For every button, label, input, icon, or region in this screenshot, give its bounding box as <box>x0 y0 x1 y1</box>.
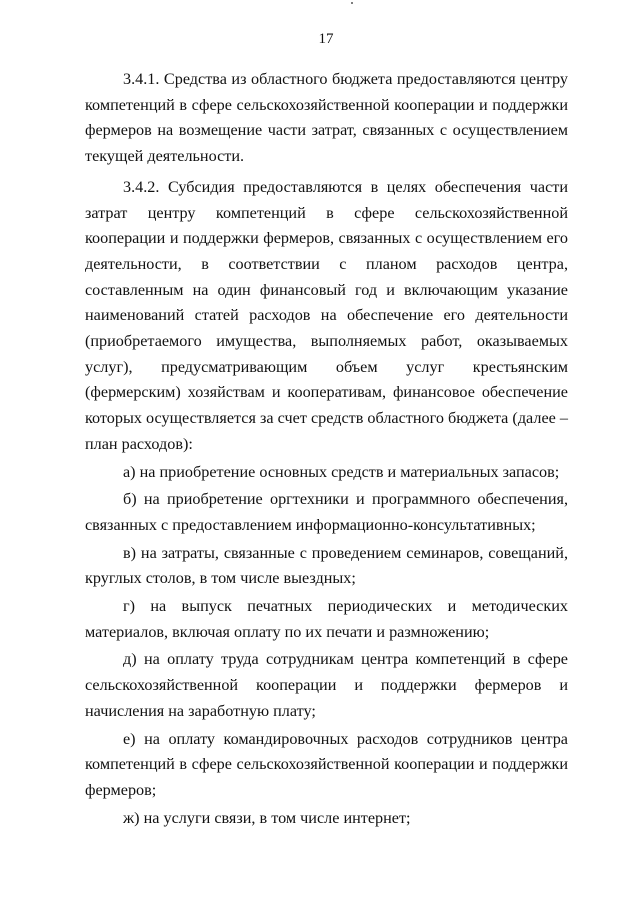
page-number: 17 <box>318 31 334 47</box>
list-item-g: г) на выпуск печатных периодических и методических материалов, включая оплату по их печати и размножению; <box>85 597 568 641</box>
list-item-e: е) на оплату командировочных расходов сотрудников центра компетенций в сфере сельскохозяйственной кооперации и поддержки фермеров; <box>85 729 568 799</box>
list-item-d: д) на оплату труда сотрудникам центра компетенций в сфере сельскохозяйственной кооперации и поддержки фермеров и начисления на заработную плату; <box>85 650 568 720</box>
paragraph-3-4-2: 3.4.2. Субсидия предоставляются в целях обеспечения части затрат центру компетенций в сфере сельскохозяйственной кооперации и поддержки фермеров, связанных с осуществлением его деятельности, в соответствии с планом расходов центра, составленным на один финансовый год и включающим указание наименований статей расходов на обеспечение его деятельности (приобретаемого имущества, выполняемых работ, оказываемых услуг), предусматривающим объем услуг крестьянским (фермерским) хозяйствам и кооперативам, финансовое обеспечение которых осуществляется за счет средств областного бюджета (далее – план расходов): <box>85 177 568 453</box>
document-body <box>85 67 568 831</box>
list-item-v: в) на затраты, связанные с проведением семинаров, совещаний, круглых столов, в том числе выездных; <box>85 543 568 588</box>
list-item-b: б) на приобретение оргтехники и программного обеспечения, связанных с предоставлением информационно-консультативных; <box>85 490 568 534</box>
list-item-zh: ж) на услуги связи, в том числе интернет; <box>123 808 411 827</box>
scan-speck <box>351 2 353 4</box>
list-item-a: а) на приобретение основных средств и материальных запасов; <box>123 462 560 481</box>
paragraph-3-4-1: 3.4.1. Средства из областного бюджета предоставляются центру компетенций в сфере сельскохозяйственной кооперации и поддержки фермеров на возмещение части затрат, связанных с осуществлением текущей деятельности. <box>85 70 568 166</box>
